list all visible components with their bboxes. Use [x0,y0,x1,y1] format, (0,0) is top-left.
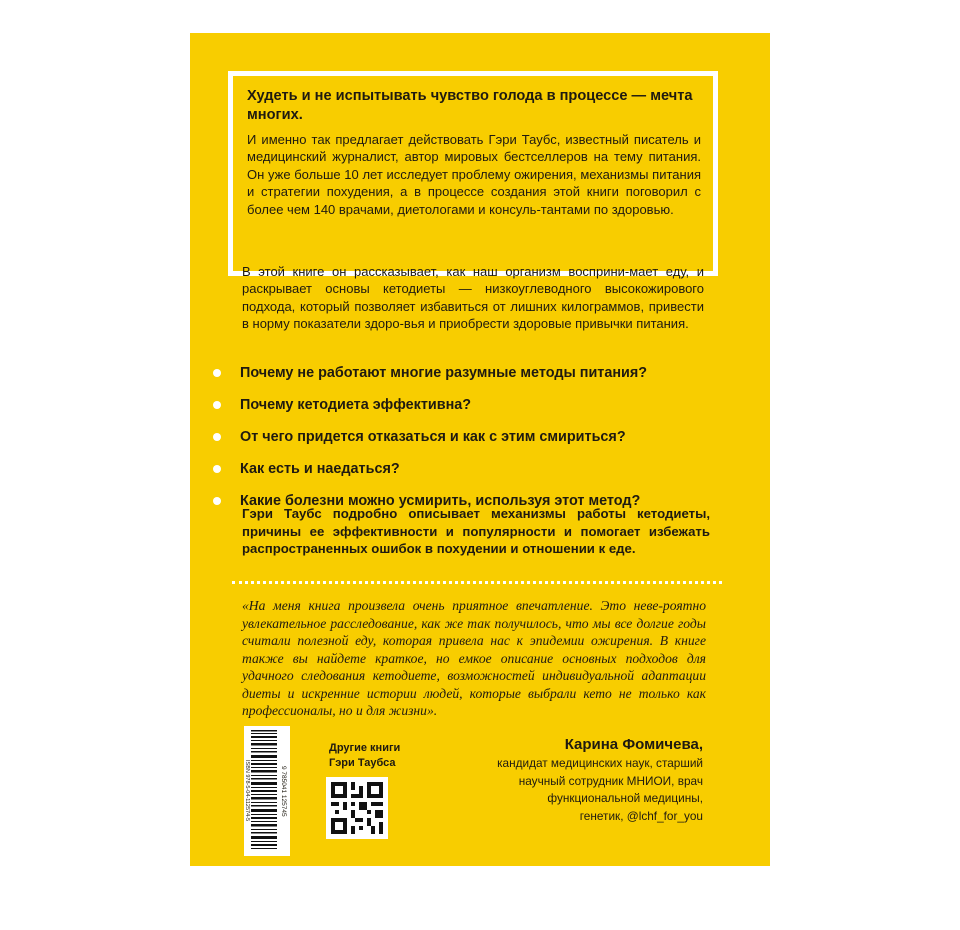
other-books-label [329,741,400,771]
question-text: Какие болезни можно усмирить, используя этот метод? [240,493,641,509]
questions-list [213,364,733,524]
question-text: Как есть и наедаться? [240,461,400,477]
bullet-dot-icon [213,369,221,377]
qr-code-icon [331,782,383,834]
book-back-cover [190,33,770,866]
summary-paragraph: Гэри Таубс подробно описывает механизмы работы кетодиеты, причины ее эффективности и популярности и помогает избежать распространенных ошибок в похудении и отношении к еде. [242,506,710,557]
isbn-number: ISBN 978-5-04-112574-5 [244,760,250,822]
question-text: Почему не работают многие разумные методы питания? [240,365,648,381]
highlight-frame [228,71,718,276]
lead-title: Худеть и не испытывать чувство голода в процессе — мечта многих. [247,88,693,123]
author-credential: функциональной медицины, [547,791,703,806]
intro-paragraph: В этой книге он рассказывает, как наш организм восприни-мает еду, и раскрывает основы кетодиеты — низкоуглеводного высокожирового подхода, который позволяет избавиться от лишних килограммов, привести в норму показатели здоро-вья и приобрести здоровые привычки питания. [242,264,704,332]
isbn-barcode [244,726,290,856]
quote-author [403,735,703,825]
barcode-icon [249,730,277,852]
testimonial-quote: «На меня книга произвела очень приятное впечатление. Это неве-роятно увлекательное расследование, как же так получилось, что мы все долгие годы считали полезной еду, которая привела нас к эпидемии ожирения. В книге также вы найдете краткое, но емкое описание основных подходов для удачного следования кетодиете, возможностей индивидуальной адаптации диеты и искренние истории людей, которые выбрали кето не только как профессионалы, но и для жизни». [242,598,706,718]
author-credential: научный сотрудник МНИОИ, врач [518,773,703,788]
question-item [213,396,733,414]
barcode-digits: 9 785041 125745 [280,765,287,817]
question-item [213,364,733,382]
other-books-line: Гэри Таубса [329,757,396,769]
qr-code [326,777,388,839]
bullet-dot-icon [213,497,221,505]
bullet-dot-icon [213,401,221,409]
other-books-line: Другие книги [329,742,401,754]
author-credential: кандидат медицинских наук, старший [497,756,703,770]
question-text: Почему кетодиета эффективна? [240,397,472,413]
dotted-divider [232,581,722,584]
question-item [213,428,733,446]
bullet-dot-icon [213,465,221,473]
author-name: Карина Фомичева, [564,736,703,753]
author-credential: генетик, @lchf_for_you [579,808,703,823]
lead-paragraph: И именно так предлагает действовать Гэри Таубс, известный писатель и медицинский журналист, автор мировых бестселлеров на тему питания. Он уже больше 10 лет исследует проблему ожирения, механизмы питания и стратегии похудения, а в процессе создания этой книги поговорил с более чем 140 врачами, диетологами и консуль-тантами по здоровью. [247,132,701,217]
question-item [213,460,733,478]
bullet-dot-icon [213,433,221,441]
question-text: От чего придется отказаться и как с этим смириться? [240,429,626,445]
